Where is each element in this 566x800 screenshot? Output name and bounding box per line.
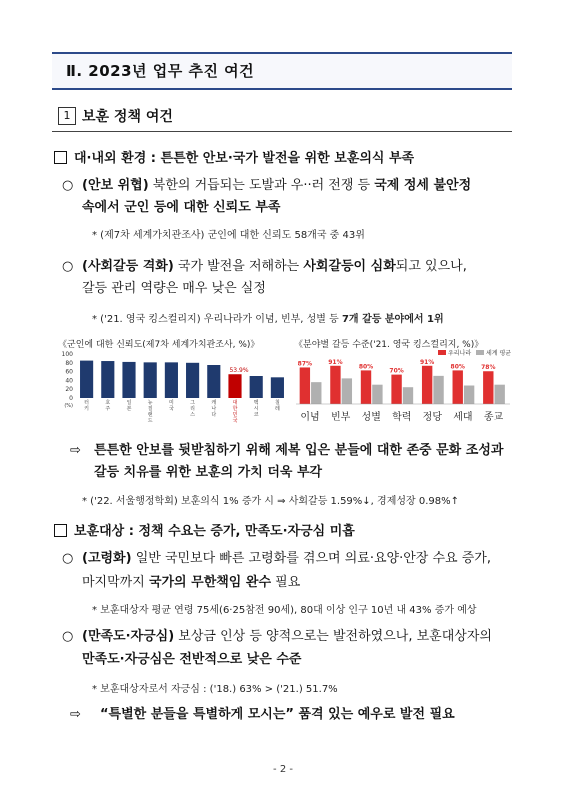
block2-item1-line2-post: 필요 — [271, 575, 301, 590]
page-number: - 2 - — [273, 764, 293, 775]
y-tick-label: 40 — [65, 377, 73, 385]
chart2 — [290, 348, 514, 428]
bar-world — [311, 382, 321, 404]
bar-korea — [422, 366, 432, 404]
data-label: 78% — [481, 364, 496, 372]
x-tick-label: 이념 — [300, 412, 320, 423]
x-tick-label: 터 키 — [84, 400, 90, 412]
block2-item2-text: 보상금 인상 등 양적으로는 발전하였으나, 보훈대상자의 — [174, 629, 492, 644]
block2-item1-text: 일반 국민보다 빠른 고령화를 겪으며 의료·요양·안장 수요 증가, — [131, 551, 491, 566]
x-tick-label: 칠 레 — [274, 400, 280, 412]
x-tick-label: 일 본 — [126, 400, 132, 412]
bar — [122, 362, 135, 398]
x-tick-label: 성별 — [361, 412, 381, 423]
block2-item1-line2-pre: 마지막까지 — [82, 575, 149, 590]
x-tick-label: 종교 — [483, 412, 504, 423]
data-label: 53.9% — [229, 367, 249, 375]
block1-item1-note: * (제7차 세계가치관조사) 군인에 대한 신뢰도 58개국 중 43위 — [92, 230, 365, 241]
square-bullet-icon — [54, 524, 67, 537]
block2-item1-note: * 보훈대상자 평균 연령 75세(6·25참전 90세), 80대 이상 인구 10년 내 43% 증가 예상 — [92, 605, 477, 616]
block2-item1-line2-bold: 국가의 무한책임 완수 — [148, 575, 272, 590]
block2-item2-note: * 보훈대상자로서 자긍심 : ('18.) 63% > ('21.) 51.7% — [92, 684, 338, 695]
x-tick-label: 뉴 질 랜 드 — [147, 400, 153, 424]
x-tick-label: 빈부 — [330, 412, 351, 423]
x-tick-label: 캐 나 다 — [211, 400, 217, 418]
block1-item1-text: 북한의 거듭되는 도발과 우··러 전쟁 등 — [148, 178, 375, 193]
block1-item2-lead: (사회갈등 격화) — [82, 259, 174, 274]
section-title: Ⅱ. 2023년 업무 추진 여건 — [66, 62, 255, 80]
block2-item2-lead: (만족도·자긍심) — [82, 629, 175, 644]
block1-item1-lead: (안보 위협) — [82, 178, 149, 193]
legend-swatch — [476, 350, 484, 355]
legend-swatch — [438, 350, 446, 355]
block2-heading: 보훈대상 : 정책 수요는 증가, 만족도·자긍심 미흡 — [74, 524, 355, 539]
bar-world — [433, 376, 443, 404]
block1-item2-note-bold: 7개 갈등 분야에서 1위 — [341, 314, 444, 325]
circle-bullet-icon: ○ — [62, 551, 74, 566]
y-tick-label: 80 — [65, 359, 73, 367]
chart1-title: 《군인에 대한 신뢰도(제7차 세계가치관조사, %)》 — [58, 340, 260, 350]
legend-label: 우리나라 — [448, 350, 472, 357]
block1-item2-note — [92, 310, 444, 325]
block2-conclusion: “특별한 분들을 특별하게 모시는” 품격 있는 예우로 발전 필요 — [100, 707, 455, 722]
data-label: 87% — [297, 360, 313, 368]
bar — [144, 362, 157, 398]
bar-korea — [453, 370, 463, 404]
bar — [228, 374, 241, 398]
x-tick-label: 세대 — [453, 412, 473, 423]
block2-item1-lead: (고령화) — [82, 551, 132, 566]
x-tick-label: 멕 시 코 — [253, 400, 259, 418]
block1-item2-bold: 사회갈등이 심화 — [303, 259, 396, 274]
block1-item2-text2: 되고 있으나, — [395, 259, 467, 274]
y-tick-label: 20 — [65, 386, 73, 394]
y-tick-label: 100 — [61, 351, 73, 358]
block1-conclusion-line2: 갈등 치유를 위한 보훈의 가치 더욱 부각 — [94, 465, 323, 480]
circle-bullet-icon: ○ — [62, 629, 74, 644]
bar-korea — [483, 371, 493, 404]
y-tick-label: 0 — [69, 395, 73, 402]
block2-item2-line2: 만족도·자긍심은 전반적으로 낮은 수준 — [82, 652, 302, 667]
block2-item1-line2 — [82, 572, 300, 594]
subsection-title: 보훈 정책 여건 — [82, 109, 173, 125]
bar-korea — [300, 367, 310, 404]
bar-world — [464, 386, 474, 404]
block1-item2-note-text: * ('21. 영국 킹스컬리지) 우리나라가 이념, 빈부, 성별 등 — [92, 314, 342, 325]
block1-item2-line1 — [82, 256, 467, 278]
bar-world — [372, 385, 382, 404]
subsection-divider — [52, 131, 512, 132]
block1-item1-bold: 국제 정세 불안정 — [374, 178, 472, 193]
data-label: 91% — [419, 358, 435, 366]
block2-item1-line1 — [82, 548, 491, 570]
y-tick-label: 60 — [65, 368, 73, 376]
bar — [250, 376, 263, 398]
block2-item2-line1 — [82, 626, 492, 648]
square-bullet-icon — [54, 151, 67, 164]
x-tick-label: 그 리 스 — [190, 400, 196, 418]
legend-label: 세계 평균 — [486, 350, 512, 357]
block1-item1-line1 — [82, 175, 471, 197]
subsection-number: 1 — [58, 107, 76, 125]
x-tick-label: 호 주 — [105, 400, 111, 412]
block1-conclusion-note: * ('22. 서울행정학회) 보훈의식 1% 증가 시 ⇒ 사회갈등 1.59%↓, 경제성장 0.98%↑ — [82, 496, 459, 507]
block1-heading: 대·내외 환경 : 튼튼한 안보·국가 발전을 위한 보훈의식 부족 — [74, 151, 415, 166]
bar-world — [494, 385, 504, 404]
data-label: 80% — [450, 363, 465, 371]
x-tick-label: 학력 — [392, 412, 412, 423]
x-tick-label: 대 한 민 국 — [232, 400, 238, 424]
bar-korea — [361, 370, 371, 404]
block1-item2-line2: 갈등 관리 역량은 매우 낮은 실정 — [82, 281, 266, 296]
data-label: 80% — [358, 363, 374, 371]
block1-conclusion-line1: 튼튼한 안보를 뒷받침하기 위해 제복 입은 분들에 대한 존중 문화 조성과 — [94, 443, 504, 458]
data-label: 70% — [389, 367, 404, 375]
bar — [80, 361, 93, 398]
bar-world — [403, 387, 413, 404]
hollow-arrow-icon: ⇨ — [70, 707, 81, 722]
chart1 — [56, 350, 292, 428]
bar — [165, 362, 178, 398]
bar — [207, 365, 220, 398]
bar-korea — [391, 375, 401, 404]
x-tick-label: 정당 — [422, 412, 443, 423]
y-unit-label: (%) — [64, 403, 73, 409]
bar-world — [342, 378, 352, 404]
bar-korea — [330, 366, 340, 404]
x-tick-label: 미 국 — [168, 400, 174, 412]
block1-item2-text1: 국가 발전을 저해하는 — [173, 259, 304, 274]
data-label: 91% — [328, 358, 343, 366]
circle-bullet-icon: ○ — [62, 259, 74, 274]
circle-bullet-icon: ○ — [62, 178, 74, 193]
bar — [271, 377, 284, 398]
block1-item1-line2: 속에서 군인 등에 대한 신뢰도 부족 — [82, 200, 281, 215]
hollow-arrow-icon: ⇨ — [70, 443, 81, 458]
bar — [186, 363, 199, 398]
chart2-title: 《분야별 갈등 수준('21. 영국 킹스컬리지, %)》 — [294, 340, 484, 350]
bar — [101, 361, 114, 398]
